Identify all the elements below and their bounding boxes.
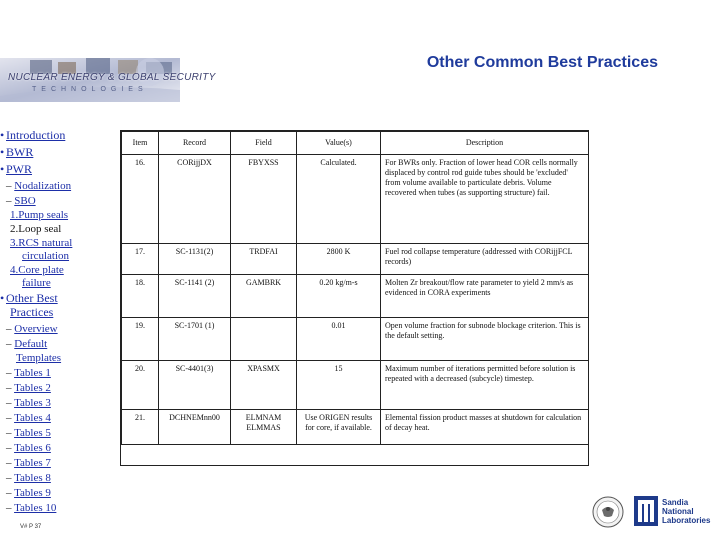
banner-subtitle: TECHNOLOGIES bbox=[32, 86, 148, 93]
cell-record: SC-1701 (1) bbox=[159, 318, 231, 361]
nav-item-table-6[interactable] bbox=[0, 441, 118, 455]
banner-graphic bbox=[0, 0, 180, 110]
cell-record: SC-1131(2) bbox=[159, 244, 231, 275]
nav-link-bwr[interactable]: BWR bbox=[6, 145, 34, 159]
nav-link-overview[interactable]: Overview bbox=[14, 323, 58, 335]
cell-description: Molten Zr breakout/flow rate parameter to yield 2 mm/s as evidenced in CORA experiments bbox=[381, 275, 589, 318]
nav-item-table-5[interactable] bbox=[0, 426, 118, 440]
nav-tables-list bbox=[0, 366, 118, 515]
cell-record: SC-4401(3) bbox=[159, 361, 231, 410]
nav-link-table-10[interactable]: Tables 10 bbox=[14, 502, 57, 514]
cell-description: Open volume fraction for subnode blockage criterion. This is the default setting. bbox=[381, 318, 589, 361]
nav-dash: – bbox=[6, 412, 12, 424]
cell-item: 21. bbox=[122, 410, 159, 445]
nav-item-table-1[interactable] bbox=[0, 366, 118, 380]
table-row bbox=[122, 244, 589, 275]
nav-item-bwr[interactable] bbox=[0, 145, 118, 159]
cell-field: XPASMX bbox=[231, 361, 297, 410]
nav-link-default[interactable]: Default bbox=[14, 338, 48, 350]
banner-title: NUCLEAR ENERGY & GLOBAL SECURITY bbox=[8, 72, 216, 83]
cell-field: GAMBRK bbox=[231, 275, 297, 318]
sandia-logo-text bbox=[662, 498, 710, 525]
nav-dash: – bbox=[6, 487, 12, 499]
nav-item-table-9[interactable] bbox=[0, 486, 118, 500]
cell-value: 0.01 bbox=[297, 318, 381, 361]
nav-item-other-best-practices[interactable] bbox=[0, 291, 118, 319]
cell-field: TRDFAI bbox=[231, 244, 297, 275]
nav-link-rcs-natural[interactable]: 3.RCS natural bbox=[10, 237, 73, 249]
sandia-logo-line-2: National bbox=[662, 507, 694, 516]
cell-field bbox=[231, 318, 297, 361]
nav-link-nodalization[interactable]: Nodalization bbox=[14, 180, 72, 192]
nav-link-table-9[interactable]: Tables 9 bbox=[14, 487, 51, 499]
nav-link-sbo[interactable]: SBO bbox=[14, 195, 36, 207]
cell-item: 19. bbox=[122, 318, 159, 361]
nav-link-core-plate-cont[interactable]: failure bbox=[22, 277, 51, 289]
nav-dash: – bbox=[6, 442, 12, 454]
nav-item-table-2[interactable] bbox=[0, 381, 118, 395]
cell-value: 0.20 kg/m-s bbox=[297, 275, 381, 318]
nav-link-core-plate[interactable]: 4.Core plate bbox=[10, 264, 64, 276]
column-header-record: Record bbox=[159, 132, 231, 155]
nav-item-table-10[interactable] bbox=[0, 501, 118, 515]
sandia-logo-line-1: Sandia bbox=[662, 498, 689, 507]
cell-item: 20. bbox=[122, 361, 159, 410]
nav-dash: – bbox=[6, 367, 12, 379]
cell-item: 16. bbox=[122, 155, 159, 244]
nav-link-table-3[interactable]: Tables 3 bbox=[14, 397, 51, 409]
cell-record: DCHNEMnn00 bbox=[159, 410, 231, 445]
nav-dash: – bbox=[6, 427, 12, 439]
doe-seal-icon bbox=[592, 496, 624, 528]
column-header-item: Item bbox=[122, 132, 159, 155]
nav-item-table-8[interactable] bbox=[0, 471, 118, 485]
nav-link-rcs-natural-cont[interactable]: circulation bbox=[22, 250, 70, 262]
nav-link-other-best-cont[interactable]: Practices bbox=[10, 305, 54, 319]
nav-link-table-8[interactable]: Tables 8 bbox=[14, 472, 51, 484]
cell-value: Calculated. bbox=[297, 155, 381, 244]
nav-item-sbo[interactable] bbox=[0, 194, 118, 208]
table-row bbox=[122, 361, 589, 410]
nav-link-table-4[interactable]: Tables 4 bbox=[14, 412, 51, 424]
nav-item-nodalization[interactable] bbox=[0, 179, 118, 193]
nav-item-default-templates[interactable] bbox=[0, 337, 118, 365]
cell-value: 2800 K bbox=[297, 244, 381, 275]
cell-value: 15 bbox=[297, 361, 381, 410]
nav-dash: – bbox=[6, 502, 12, 514]
nav-dash: – bbox=[6, 180, 12, 192]
sandia-logo bbox=[634, 496, 716, 534]
page-title: Other Common Best Practices bbox=[426, 54, 658, 71]
table-body bbox=[122, 155, 589, 445]
table-row bbox=[122, 410, 589, 445]
nav-item-table-7[interactable] bbox=[0, 456, 118, 470]
best-practices-table bbox=[120, 130, 589, 466]
cell-value: Use ORIGEN results for core, if available. bbox=[297, 410, 381, 445]
nav-link-introduction[interactable]: Introduction bbox=[6, 128, 66, 142]
table-header-row bbox=[122, 132, 589, 155]
nav-dash: – bbox=[6, 195, 12, 207]
nav-item-introduction[interactable] bbox=[0, 128, 118, 142]
nav-item-overview[interactable] bbox=[0, 322, 118, 336]
nav-link-table-6[interactable]: Tables 6 bbox=[14, 442, 51, 454]
cell-description: For BWRs only. Fraction of lower head COR cells normally displaced by control rod guide tubes should be 'excluded' from volume available to particulate debris. Volume recovered when tubes (as supporting structure) fail. bbox=[381, 155, 589, 244]
cell-item: 17. bbox=[122, 244, 159, 275]
nav-item-core-plate-failure[interactable] bbox=[0, 264, 118, 290]
nav-dash: – bbox=[6, 382, 12, 394]
column-header-value: Value(s) bbox=[297, 132, 381, 155]
cell-description: Elemental fission product masses at shutdown for calculation of decay heat. bbox=[381, 410, 589, 445]
slide-footer-note: V# P 37 bbox=[20, 524, 42, 530]
table bbox=[121, 131, 589, 445]
nav-link-default-cont[interactable]: Templates bbox=[16, 352, 62, 364]
sandia-thunderbird-icon bbox=[634, 496, 658, 526]
nav-link-table-7[interactable]: Tables 7 bbox=[14, 457, 51, 469]
nav-link-table-1[interactable]: Tables 1 bbox=[14, 367, 51, 379]
cell-description: Maximum number of iterations permitted before solution is repeated with a decreased (subcycle) timestep. bbox=[381, 361, 589, 410]
nav-link-table-2[interactable]: Tables 2 bbox=[14, 382, 51, 394]
nav-dash: – bbox=[6, 457, 12, 469]
nav-dash: – bbox=[6, 338, 12, 350]
cell-description: Fuel rod collapse temperature (addressed with CORijjFCL records) bbox=[381, 244, 589, 275]
nav-link-pump-seals[interactable]: 1.Pump seals bbox=[10, 209, 69, 221]
sandia-logo-line-3: Laboratories bbox=[662, 516, 711, 525]
nav-dash: – bbox=[6, 397, 12, 409]
nav-link-pwr[interactable]: PWR bbox=[6, 162, 33, 176]
nav-link-other-best[interactable]: Other Best bbox=[6, 291, 58, 305]
nav-item-table-4[interactable] bbox=[0, 411, 118, 425]
cell-field: ELMNAM ELMMAS bbox=[231, 410, 297, 445]
cell-field: FBYXSS bbox=[231, 155, 297, 244]
nav-link-table-5[interactable]: Tables 5 bbox=[14, 427, 51, 439]
header-banner bbox=[0, 0, 216, 110]
nav-dash: – bbox=[6, 323, 12, 335]
nav-item-loop-seal bbox=[0, 223, 118, 236]
nav-dash: – bbox=[6, 472, 12, 484]
left-navigation bbox=[0, 128, 118, 516]
cell-record: SC-1141 (2) bbox=[159, 275, 231, 318]
table-row bbox=[122, 318, 589, 361]
column-header-description: Description bbox=[381, 132, 589, 155]
nav-item-rcs-natural-circulation[interactable] bbox=[0, 237, 118, 263]
nav-item-table-3[interactable] bbox=[0, 396, 118, 410]
cell-item: 18. bbox=[122, 275, 159, 318]
table-row bbox=[122, 155, 589, 244]
nav-label-loop-seal: 2.Loop seal bbox=[10, 223, 62, 235]
column-header-field: Field bbox=[231, 132, 297, 155]
table-row bbox=[122, 275, 589, 318]
cell-record: CORijjDX bbox=[159, 155, 231, 244]
nav-item-pwr[interactable] bbox=[0, 162, 118, 176]
nav-item-pump-seals[interactable] bbox=[0, 209, 118, 222]
